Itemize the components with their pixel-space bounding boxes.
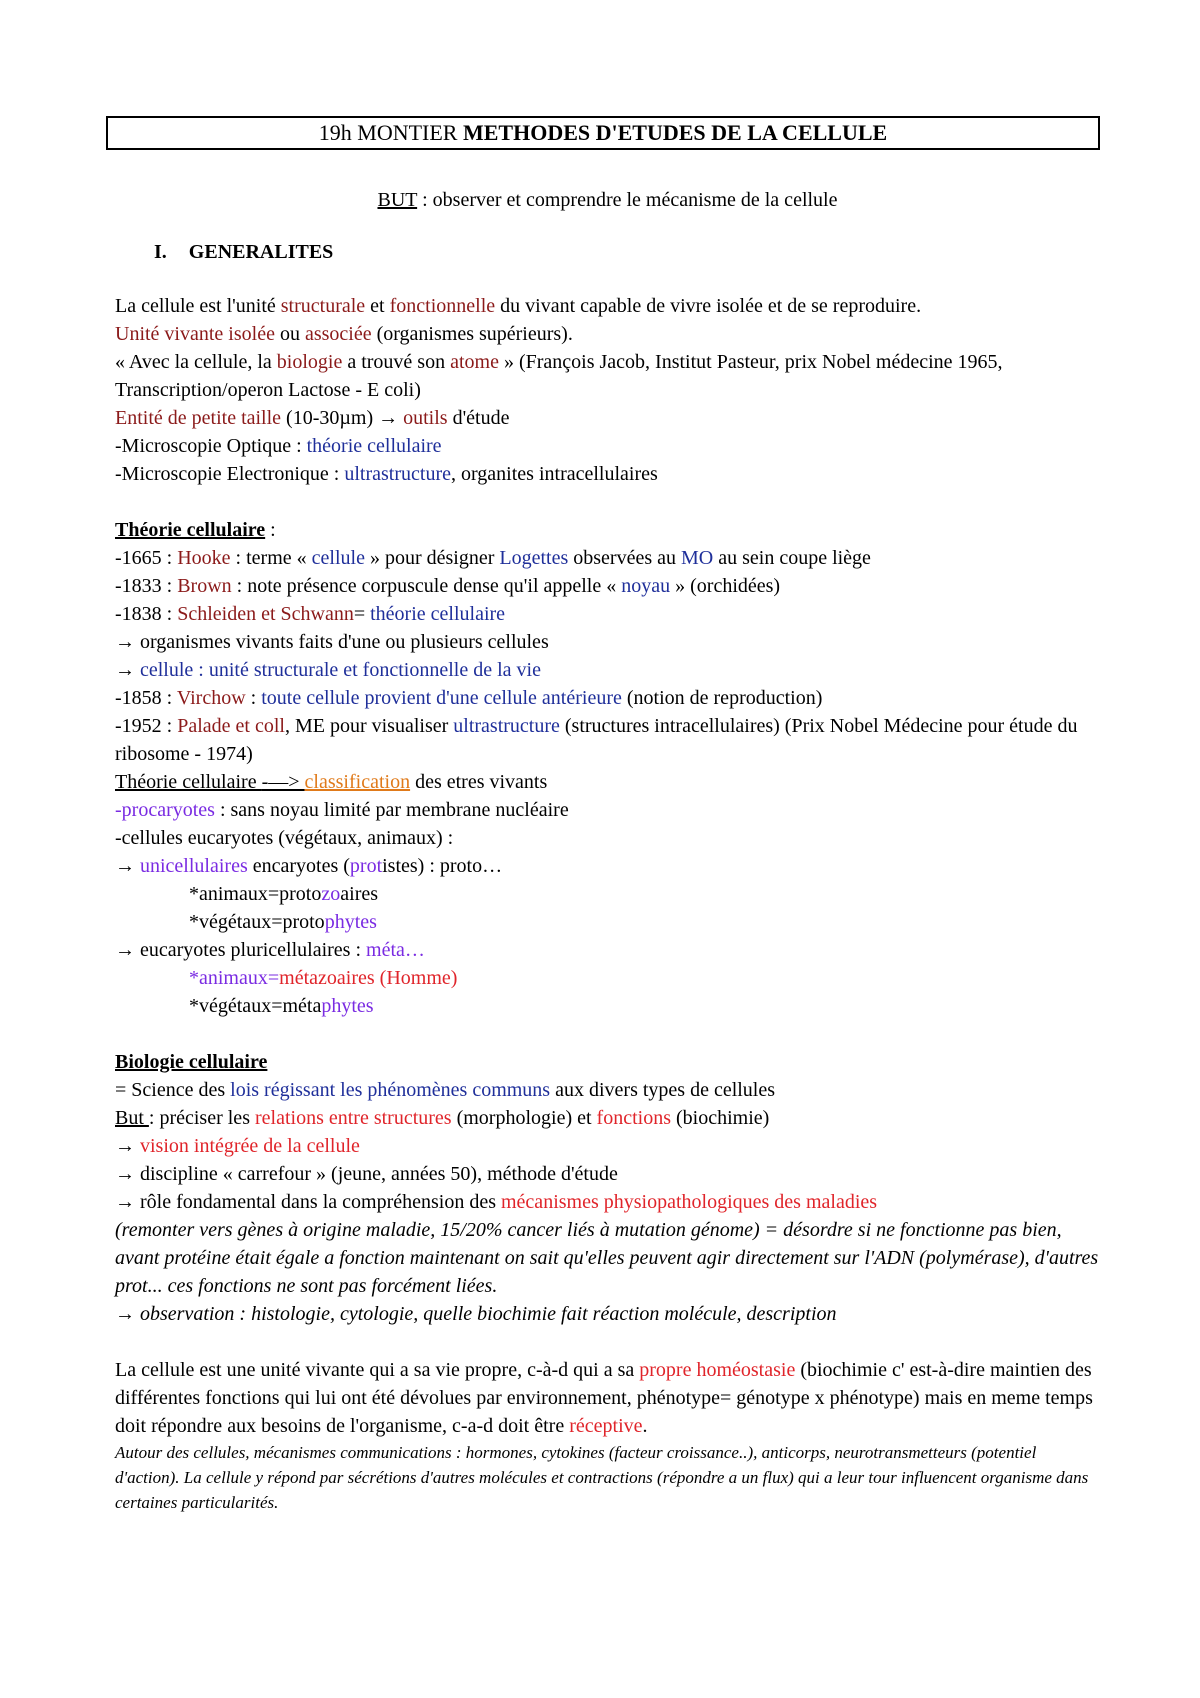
biologie-line-7: → observation : histologie, cytologie, quelle biochimie fait réaction molécule, description xyxy=(115,1303,837,1325)
section-heading xyxy=(115,238,1100,266)
paragraph-2 xyxy=(115,320,1100,348)
theorie-line-10: -cellules eucaryotes (végétaux, animaux) : xyxy=(115,827,454,849)
text: a trouvé son xyxy=(342,351,451,373)
text: -1838 : xyxy=(115,603,178,625)
text: (notion de reproduction) xyxy=(621,687,823,709)
text: La cellule est l'unité xyxy=(115,295,281,317)
text: méta… xyxy=(366,939,425,961)
theorie-line-6 xyxy=(115,684,1100,712)
text: (morphologie) et xyxy=(451,1107,597,1129)
text: , ME pour visualiser xyxy=(284,715,454,737)
text: outils xyxy=(403,407,448,429)
note-paragraph: Autour des cellules, mécanismes communications : hormones, cytokines (facteur croissance..), anticorps, neurotransmetteurs (potentiel d'action). La cellule y répond par sécrétions d'autres molécules et contractions (répondre a un flux) qui a leur tour influencent organisme dans certaines particularités. xyxy=(115,1443,1089,1512)
text: Palade et coll xyxy=(177,715,285,737)
theorie-line-16 xyxy=(115,992,1100,1020)
text: -—> xyxy=(261,771,305,793)
text: aires xyxy=(340,883,379,905)
text: « Avec la cellule, la xyxy=(115,351,277,373)
but-line xyxy=(115,186,1100,214)
text: (biochimie c' est-à-dire maintien des différentes fonctions qui lui ont été dévolues par environnement, phénotype= génotype x phénotype) mais en meme temps doit répondre aux besoins de l'organisme, c-a-d doit être xyxy=(115,1359,1093,1437)
text: Théorie cellulaire xyxy=(115,771,262,793)
text: istes) : proto… xyxy=(382,855,503,877)
text: Théorie cellulaire xyxy=(115,519,266,541)
text: théorie cellulaire xyxy=(370,603,506,625)
text: -1858 : xyxy=(115,687,177,709)
paragraph-1 xyxy=(115,292,1100,320)
text: structurale xyxy=(280,295,366,317)
text: fonctions xyxy=(596,1107,671,1129)
text: associée xyxy=(304,323,372,345)
biologie-line-6: (remonter vers gènes à origine maladie, 15/20% cancer liés à mutation génome) = désordre si ne fonctionne pas bien, avant protéine était égale a fonction maintenant on sait qu'elles peuvent agir directement sur l'ADN (polymérase), d'autres prot... ces fonctions ne sont pas forcément liées. xyxy=(115,1219,1099,1297)
text: du vivant capable de vivre isolée et de se reproduire. xyxy=(495,295,922,317)
text: unicellulaires xyxy=(140,855,248,877)
text: phytes xyxy=(321,995,374,1017)
text: zo xyxy=(321,883,341,905)
biologie-line-4: → discipline « carrefour » (jeune, années 50), méthode d'étude xyxy=(115,1163,618,1185)
text: = Science des xyxy=(115,1079,231,1101)
biologie-line-1 xyxy=(115,1076,1100,1104)
text: » (François Jacob, Institut Pasteur, prix Nobel médecine 1965, Transcription/operon Lactose - E coli) xyxy=(115,351,1003,401)
text: encaryotes ( xyxy=(247,855,350,877)
text: → eucaryotes pluricellulaires : xyxy=(115,939,367,961)
paragraph-4 xyxy=(115,404,1100,432)
text: ultrastructure xyxy=(344,463,451,485)
text: classification xyxy=(304,771,411,793)
text: prot xyxy=(349,855,383,877)
text: atome xyxy=(450,351,499,373)
text: » (orchidées) xyxy=(670,575,781,597)
text: métazoaires (Homme) xyxy=(279,967,458,989)
text: -Microscopie Electronique : xyxy=(115,463,345,485)
final-paragraph xyxy=(115,1356,1100,1440)
text: fonctionnelle xyxy=(389,295,496,317)
theorie-line-2 xyxy=(115,572,1100,600)
text: Virchow xyxy=(176,687,246,709)
theorie-line-12 xyxy=(115,880,1100,908)
text: (organismes supérieurs). xyxy=(371,323,573,345)
text: d'étude xyxy=(447,407,510,429)
theorie-line-8 xyxy=(115,768,1100,796)
text: = xyxy=(353,603,371,625)
paragraph-5 xyxy=(115,432,1100,460)
text: -1665 : xyxy=(115,547,178,569)
biologie-heading: Biologie cellulaire xyxy=(115,1051,268,1073)
text: toute cellule provient d'une cellule antérieure xyxy=(261,687,622,709)
text: et xyxy=(365,295,390,317)
text: Unité vivante isolée xyxy=(115,323,275,345)
document-body xyxy=(115,186,1100,1515)
text: relations entre structures xyxy=(254,1107,452,1129)
text: -procaryotes xyxy=(115,799,215,821)
title-main: METHODES D'ETUDES DE LA CELLULE xyxy=(462,120,888,145)
theorie-heading xyxy=(115,516,1100,544)
text: cellule xyxy=(311,547,365,569)
theorie-line-15 xyxy=(115,964,1100,992)
theorie-line-3 xyxy=(115,600,1100,628)
but-text: : observer et comprendre le mécanisme de la cellule xyxy=(417,189,838,211)
text: phytes xyxy=(324,911,377,933)
but-label: BUT xyxy=(377,189,418,211)
text: » pour désigner xyxy=(364,547,500,569)
text: → xyxy=(115,855,140,877)
text: *végétaux=proto xyxy=(189,911,325,933)
text: des etres vivants xyxy=(410,771,548,793)
text: : xyxy=(265,519,276,541)
biologie-line-2 xyxy=(115,1104,1100,1132)
text: *animaux= xyxy=(189,967,280,989)
text: -Microscopie Optique : xyxy=(115,435,307,457)
text: au sein coupe liège xyxy=(713,547,871,569)
text: Brown xyxy=(177,575,232,597)
text: : sans noyau limité par membrane nucléaire xyxy=(214,799,569,821)
theorie-line-5 xyxy=(115,656,1100,684)
text: : xyxy=(245,687,262,709)
text: : terme « xyxy=(230,547,312,569)
text: *animaux=proto xyxy=(189,883,322,905)
text: Hooke xyxy=(177,547,231,569)
paragraph-6 xyxy=(115,460,1100,488)
text: réceptive xyxy=(569,1415,643,1437)
paragraph-3 xyxy=(115,348,1100,404)
text: noyau xyxy=(621,575,671,597)
text: . xyxy=(642,1415,648,1437)
text: La cellule est une unité vivante qui a sa vie propre, c-à-d qui a sa xyxy=(115,1359,640,1381)
text: ultrastructure xyxy=(453,715,560,737)
section-num: I. xyxy=(154,241,167,263)
text: lois régissant les phénomènes communs xyxy=(230,1079,551,1101)
theorie-line-1 xyxy=(115,544,1100,572)
section-title: GENERALITES xyxy=(188,241,334,263)
text: : préciser les xyxy=(148,1107,255,1129)
text: → xyxy=(115,659,140,681)
text: ou xyxy=(274,323,305,345)
text: Schleiden et Schwann xyxy=(177,603,354,625)
text: → rôle fondamental dans la compréhension des xyxy=(115,1191,501,1213)
text: But xyxy=(115,1107,149,1129)
text: -1952 : xyxy=(115,715,178,737)
text: Entité de petite taille xyxy=(115,407,282,429)
text: *végétaux=méta xyxy=(189,995,322,1017)
theorie-line-13 xyxy=(115,908,1100,936)
text: , organites intracellulaires xyxy=(451,463,658,485)
theorie-line-7 xyxy=(115,712,1100,768)
theorie-line-11 xyxy=(115,852,1100,880)
text: théorie cellulaire xyxy=(306,435,442,457)
biologie-line-5 xyxy=(115,1188,1100,1216)
text: Logettes xyxy=(499,547,569,569)
text: vision intégrée de la cellule xyxy=(140,1135,360,1157)
theorie-line-4: → organismes vivants faits d'une ou plusieurs cellules xyxy=(115,631,549,653)
text: mécanismes physiopathologiques des maladies xyxy=(501,1191,878,1213)
page-title xyxy=(106,116,1100,150)
text: (10-30µm) → xyxy=(281,407,404,429)
text: (biochimie) xyxy=(670,1107,770,1129)
text: observées au xyxy=(568,547,681,569)
theorie-line-9 xyxy=(115,796,1100,824)
text: propre homéostasie xyxy=(639,1359,796,1381)
text: cellule : unité structurale et fonctionnelle de la vie xyxy=(140,659,541,681)
biologie-line-3 xyxy=(115,1132,1100,1160)
title-prefix: 19h MONTIER xyxy=(318,120,463,145)
text: MO xyxy=(680,547,714,569)
text: (structures intracellulaires) (Prix Nobel Médecine pour étude du ribosome - 1974) xyxy=(115,715,1078,765)
text: biologie xyxy=(276,351,343,373)
theorie-line-14 xyxy=(115,936,1100,964)
text: -1833 : xyxy=(115,575,178,597)
text: : note présence corpuscule dense qu'il appelle « xyxy=(231,575,622,597)
text: aux divers types de cellules xyxy=(550,1079,776,1101)
text: → xyxy=(115,1135,140,1157)
